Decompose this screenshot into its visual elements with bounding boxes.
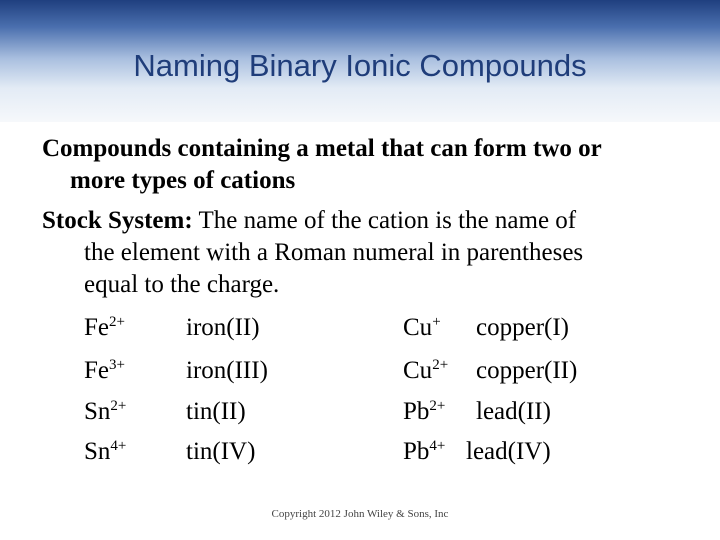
- ion-name: iron(II): [186, 314, 260, 341]
- ion-symbol: $Sn^{4+}$: [84, 438, 127, 465]
- body-line-1: Compounds containing a metal that can form two or: [42, 135, 602, 162]
- ion-name: copper(II): [476, 357, 578, 384]
- ion-symbol: $Sn^{2+}$: [84, 398, 127, 425]
- ion-name: lead(II): [476, 398, 551, 425]
- ion-name: tin(II): [186, 398, 246, 425]
- ion-name: tin(IV): [186, 438, 256, 465]
- ion-symbol: $Pb^{4+}$: [403, 438, 446, 465]
- body-line-3: [42, 206, 576, 236]
- body-line-5: equal to the charge.: [84, 271, 280, 298]
- copyright-notice: Copyright 2012 John Wiley & Sons, Inc: [271, 508, 449, 520]
- ion-symbol: $Cu^{2+}$: [403, 357, 449, 384]
- ion-symbol: $Pb^{2+}$: [403, 398, 446, 425]
- ion-symbol: Cu+: [403, 314, 441, 341]
- ion-name: copper(I): [476, 314, 569, 341]
- slide-title: Naming Binary Ionic Compounds: [133, 48, 587, 83]
- stock-system-text: The name of the cation is the name of: [192, 207, 577, 234]
- ion-symbol: $Fe^{3+}$: [84, 357, 125, 384]
- ion-symbol: $Fe^{2+}$: [84, 314, 125, 341]
- body-line-4: the element with a Roman numeral in parentheses: [84, 239, 584, 266]
- body-line-2: more types of cations: [70, 167, 296, 194]
- ion-name: lead(IV): [466, 438, 551, 465]
- stock-system-label: Stock System:: [42, 207, 193, 234]
- ion-name: iron(III): [186, 357, 268, 384]
